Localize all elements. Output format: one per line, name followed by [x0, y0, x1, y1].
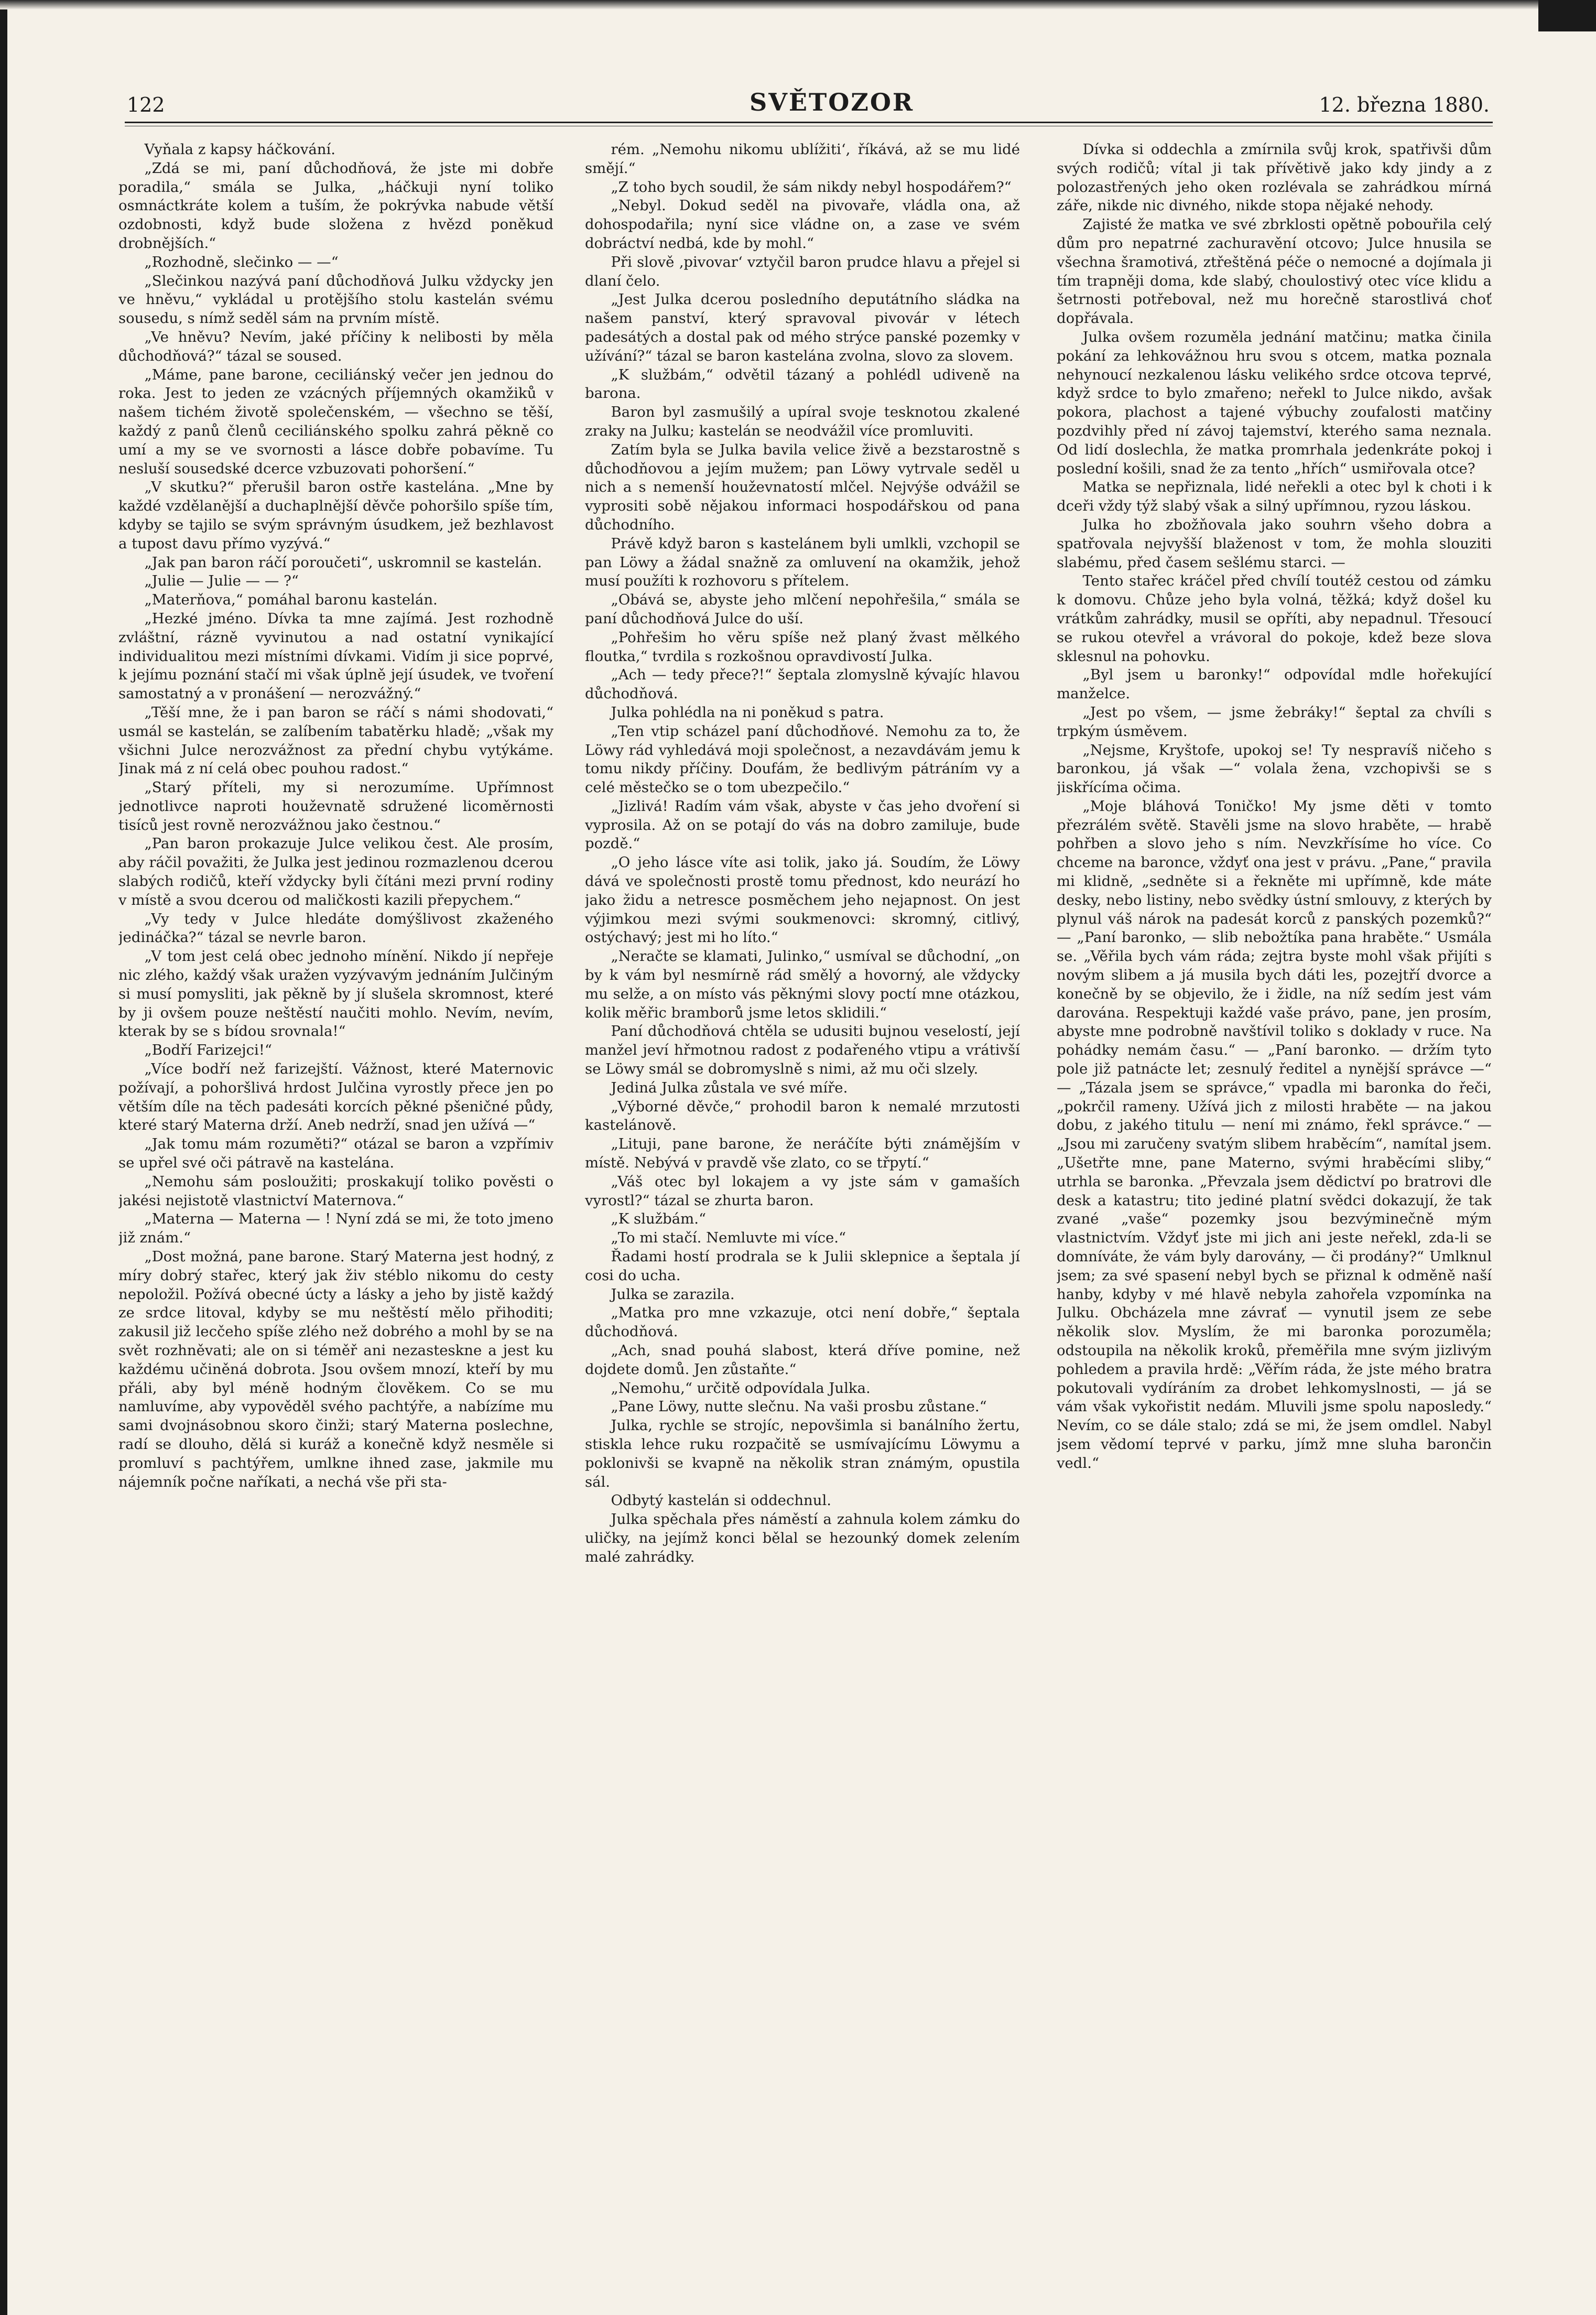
scan-corner: [1538, 0, 1596, 31]
paragraph: Matka se nepřiznala, lidé neřekli a otec byl k choti i k dceři vždy týž slabý však a silný upřímnou, ryzou láskou.: [1057, 479, 1492, 515]
paragraph: „Nemohu sám posloužiti; proskakují toliko pověsti o jakési nejistotě vlastnictví Maternova.“: [118, 1173, 553, 1209]
paragraph: „Byl jsem u baronky!“ odpovídal mdle hořekující manželce.: [1057, 666, 1492, 702]
paragraph: „Vy tedy v Julce hledáte domýšlivost zkaženého jedináčka?“ tázal se nevrle baron.: [118, 910, 553, 946]
paragraph: „Výborné děvče,“ prohodil baron k nemalé mrzutosti kastelánově.: [585, 1098, 1020, 1134]
paragraph: „Materna — Materna — ! Nyní zdá se mi, že toto jmeno již znám.“: [118, 1210, 553, 1247]
paragraph: Baron byl zasmušilý a upíral svoje tesknotou zkalené zraky na Julku; kastelán se neodvážil více promluviti.: [585, 404, 1020, 439]
paragraph: „Z toho bych soudil, že sám nikdy nebyl hospodářem?“: [611, 178, 1012, 196]
paragraph: „Lituji, pane barone, že neráčíte býti známějším v místě. Nebývá v pravdě vše zlato, co se třpytí.“: [585, 1135, 1020, 1172]
paragraph: „Váš otec byl lokajem a vy jste sám v gamaších vyrostl?“ tázal se zhurta baron.: [585, 1173, 1020, 1209]
paragraph: „Jak pan baron ráčí poroučeti“, uskromnil se kastelán.: [144, 554, 542, 571]
paragraph: „Nebyl. Dokud seděl na pivovaře, vládla ona, až dohospodařila; nyní sice vládne on, a zase ve svém dobráctví nedbá, kde by mohl.“: [585, 197, 1020, 252]
paragraph: Právě když baron s kastelánem byli umlkli, vzchopil se pan Löwy a žádal snažně za omluvení na okamžik, jehož musí použíti k rozhovoru s přítelem.: [585, 535, 1020, 590]
paragraph: „Moje bláhová Toničko! My jsme děti v tomto přezrálém světě. Stavěli jsme na slovo hraběte, — hrabě pohřben a slovo jeho s ním. Nevzkřísíme ho více. Co chceme na baronce, vždyť ona jest v právu. „Pane,“ pravila mi klidně, „sedněte si a řekněte mi upřímně, kde máte desky, nebo listiny, nebo svědky ústní smlouvy, z kterých by plynul váš nárok na padesát korců z panských pozemků?“ — „Paní baronko, — slib nebožtíka pana hraběte.“ Usmála se. „Věřila bych vám ráda; zejtra byste mohl však přijíti s novým slibem a já musila bych dáti les, pozejtří dvorce a konečně by se objevilo, že i židle, na níž sedím jest vám darována. Respektuji každé vaše právo, pane, jen prosím, abyste mne podrobně navštívil toliko s doklady v ruce. Na pohádky nemám času.“ — „Paní baronko. — držím tyto pole již patnácte let; zesnulý ředitel a nynější správce —“ — „Tázala jsem se správce,“ vpadla mi baronka do řeči, „pokrčil rameny. Užívá jich z milosti hraběte — na jakou dobu, z jakého titulu — není mi známo, řekl správce.“ — „Jsou mi zaručeny svatým slibem hraběcím“, namítal jsem. „Ušetřte mne, pane Materno, svými hraběcími sliby,“ utrhla se baronka. „Převzala jsem dědictví po bratrovi dle desk a katastru; tito jediné platní svědci dokazují, že tak zvané „vaše“ pozemky jsou bezvýminečně mým vlastnictvím. Vždyť jste mi jich ani jeste neřekl, zda-li se domníváte, že vám byly darovány, — či prodány?“ Umlknul jsem; za své spasení nebyl bych se přiznal k odměně naší hanby, kdyby v mé hlavě nebyla zahořela vzpomínka na Julku. Obcházela mne závrať — vynutil jsem ze sebe několik slov. Myslím, že mi baronka porozuměla; odstoupila na několik kroků, přeměřila mne svým jizlivým pohledem a pravila hrdě: „Věřím ráda, že jste mého bratra pokutovali vydíráním za drobet lehkomyslnosti, — já se vám však vykořistit nedám. Mluvili jsme spolu naposledy.“ Nevím, co se dále stalo; zdá se mi, že jsem omdlel. Nabyl jsem vědomí teprvé v parku, jímž mne sluha barončin vedl.“: [1057, 797, 1492, 1472]
paragraph: „K službám.“: [611, 1210, 707, 1228]
header-rule: [125, 122, 1493, 123]
paragraph: „Hezké jméno. Dívka ta mne zajímá. Jest rozhodně zvláštní, rázně vyvinutou a nad ostatní vynikající individualitou mezi místními dívkami. Vidím ji sice poprvé, k jejímu poznání stačí mi však úplně její úsudek, ve tvoření samostatný a v pronášení — nerozvážný.“: [118, 610, 553, 702]
paragraph: „Matka pro mne vzkazuje, otci není dobře,“ šeptala důchodňová.: [585, 1304, 1020, 1340]
paragraph: Jediná Julka zůstala ve své míře.: [611, 1079, 848, 1096]
paragraph: „Pan baron prokazuje Julce velikou čest. Ale prosím, aby ráčil považiti, že Julka jest jedinou rozmazlenou dcerou slabých rodičů, kteří vždycky byli čítáni mezi první rodiny v místě a svou dcerou od maličkosti kazili přepychem.“: [118, 835, 553, 908]
paragraph: „Jizlivá! Radím vám však, abyste v čas jeho dvoření si vyprosila. Až on se potají do vás na dobro zamiluje, bude pozdě.“: [585, 797, 1020, 852]
paragraph: „Více bodří než farizejští. Vážnost, které Maternovic požívají, a pohoršlivá hrdost Julčina vyrostly přece jen po větším díle na těch padesáti korcích pěkné pšeničné půdy, které starý Materna drží. Aneb nedrží, snad jen užívá —“: [118, 1061, 553, 1134]
paragraph: „Máme, pane barone, ceciliánský večer jen jednou do roka. Jest to jeden ze vzácných příjemných okamžiků v našem tichém životě společenském, — všechno se těší, každý z panů členů ceciliánského spolku zahrá pěkně co umí a my se ve svornosti a lásce dobře pobavíme. Tu nesluší sousedské dcerce vzbuzovati pohoršení.“: [118, 366, 553, 477]
paragraph: „Julie — Julie — — ?“: [144, 572, 299, 590]
paragraph: „Rozhodně, slečinko — —“: [144, 253, 339, 271]
paragraph: Julka ovšem rozuměla jednání matčinu; matka činila pokání za lehkovážnou hru svou s otcem, matka poznala nehynoucí nezkalenou lásku velikého srdce otcova teprvé, když srdce to bylo zmařeno; neřekl to Julce nikdo, avšak pokora, plachost a tajené výbuchy zoufalosti matčiny pozdvihly před ní závoj tajemství, kterého sama neznala. Od lidí doslechla, že matka promrhala jedenkráte pokoj i poslední košili, snad že za tento „hřích“ usmiřovala otce?: [1057, 328, 1492, 477]
paragraph: Zajisté že matka ve své zbrklosti opětně pobouřila celý dům pro nepatrné zachuravění otcovo; Julce hnusila se všechna šramotivá, ztřeštěná péče o nemocné a dojímala ji tím trapněji doma, kde slabý, choulostivý otec více klidu a šetrnosti potřeboval, než mu horečně starostlivá choť dopřávala.: [1057, 216, 1492, 327]
paragraph: „Ten vtip scházel paní důchodňové. Nemohu za to, že Löwy rád vyhledává moji společnost, a nezavdávám jemu k tomu nikdy příčiny. Doufám, že bedlivým pátráním vy a celé městečko se o tom ubezpečilo.“: [585, 722, 1020, 796]
paragraph: „V skutku?“ přerušil baron ostře kastelána. „Mne by každé vzdělanější a duchaplnější děvče pohoršilo spíše tím, kdyby se tajilo se svým správným úsudkem, jež bezhlavost a tupost davu přímo vyzývá.“: [118, 479, 553, 552]
paragraph: „O jeho lásce víte asi tolik, jako já. Soudím, že Löwy dává ve společnosti prostě tomu přednost, kdo neurází ho jako židu a netresce posměchem jeho nejapnost. On jest výjimkou mezi svými soukmenovci: skromný, citlivý, ostýchavý; jest mi ho líto.“: [585, 854, 1020, 946]
paragraph: „V tom jest celá obec jednoho mínění. Nikdo jí nepřeje nic zlého, každý však uražen vyzývavým jednáním Julčiným si musí pomysliti, jak pěkně by jí slušela skromnost, které by ji ovšem pouze neštěstí naučiti mohlo. Nevím, nevím, kterak by se s bídou srovnala!“: [118, 948, 553, 1040]
paragraph: Odbytý kastelán si oddechnul.: [611, 1492, 832, 1509]
paragraph: Řadami hostí prodrala se k Julii sklepnice a šeptala jí cosi do ucha.: [585, 1248, 1020, 1284]
paragraph: Vyňala z kapsy háčkování.: [144, 141, 336, 158]
journal-title: SVĚTOZOR: [750, 88, 915, 116]
paragraph: „Pohřešim ho věru spíše než planý žvast mělkého floutka,“ tvrdila s rozkošnou opravdivostí Julka.: [585, 629, 1020, 665]
paragraph: „K službám,“ odvětil tázaný a pohlédl udiveně na barona.: [585, 366, 1020, 402]
paragraph: Julka ho zbožňovala jako souhrn všeho dobra a spatřovala nejvyšší blaženost v tom, že mohla slouziti slabému, před časem sešlému starci. —: [1057, 516, 1492, 571]
paragraph: Julka se zarazila.: [611, 1285, 735, 1303]
paragraph: „Neračte se klamati, Julinko,“ usmíval se důchodní, „on by k vám byl nesmírně rád smělý a hovorný, ale vždycky mu selže, a on místo vás pěknými slovy poctí mne otázkou, kolik měřic bramborů jsme letos sklidili.“: [585, 948, 1020, 1021]
paragraph: rém. „Nemohu nikomu ublížiti‘, říkává, až se mu lidé smějí.“: [585, 141, 1020, 177]
paragraph: Julka, rychle se strojíc, nepovšimla si banálního žertu, stiskla lehce ruku rozpačitě se usmívajícímu Löwymu a poklonivši se kvapně na několik stran známým, opustila sál.: [585, 1417, 1020, 1490]
text-column-2: [585, 140, 1020, 2185]
paragraph: „Ach, snad pouhá slabost, která dříve pomine, než dojdete domů. Jen zůstaňte.“: [585, 1342, 1020, 1378]
paragraph: „Nejsme, Kryštofe, upokoj se! Ty nespravíš ničeho s baronkou, já však —“ volala žena, vzchopivši se s jiskřícíma očima.: [1057, 741, 1492, 796]
text-column-1: [118, 140, 553, 2185]
scan-edge: [0, 0, 7, 2315]
paragraph: „Ve hněvu? Nevím, jaké příčiny k nelibosti by měla důchodňová?“ tázal se soused.: [118, 328, 553, 364]
paragraph: „Obává se, abyste jeho mlčení nepohřešila,“ smála se paní důchodňová Julce do uší.: [585, 591, 1020, 627]
paragraph: Zatím byla se Julka bavila velice živě a bezstarostně s důchodňovou a jejím mužem; pan Löwy vytrvale seděl u nich a s nemenší houževnatostí mlčel. Nejvýše odvážil se vyprositi sobě nějakou informaci hospodářskou od pana důchodního.: [585, 441, 1020, 533]
paragraph: „Nemohu,“ určitě odpovídala Julka.: [611, 1379, 871, 1397]
paragraph: Při slově ‚pivovar‘ vztyčil baron prudce hlavu a přejel si dlaní čelo.: [585, 253, 1020, 289]
issue-date: 12. března 1880.: [1319, 93, 1490, 116]
paragraph: „Starý příteli, my si nerozumíme. Upřímnost jednotlivce naproti houževnatě sdružené licoměrnosti tisíců jest rovně nerozvážnou jako čestnou.“: [118, 779, 553, 834]
page-number: 122: [127, 93, 165, 116]
paragraph: „Jest Julka dcerou posledního deputátního sládka na našem panství, který spravoval pivovár v létech padesátých a dostal pak od mého strýce panské pozemky v užívání?“ tázal se baron kastelána zvolna, slovo za slovem.: [585, 291, 1020, 364]
paragraph: „Materňova,“ pomáhal baronu kastelán.: [144, 591, 438, 609]
paragraph: Julka pohlédla na ni poněkud s patra.: [611, 704, 884, 721]
paragraph: „Dost možná, pane barone. Starý Materna jest hodný, z míry dobrý stařec, který jak živ stéblo nikomu do cesty nepoložil. Požívá obecné úcty a lásky a jeho by jistě každý ze srdce litoval, kdyby se mu neštěstí mělo přihoditi; zakusil již lecčeho spíše zlého než dobrého a mohl by se na svět rozhněvati; ale on si téměř ani nezasteskne a jest ku každému učiněná dobrota. Jsou ovšem mnozí, kteří by mu přáli, aby byl méně hodným člověkem. Co se mu namluvíme, aby vypověděl svého pachtýře, a nabízíme mu sami dvojnásobnou skoro činži; starý Materna poslechne, radí se dlouho, dělá si kuráž a konečně když nesměle si promluví s pachtýřem, umlkne ihned zase, jakmile mu nájemník počne naříkati, a nechá vše při sta-: [118, 1248, 553, 1490]
paragraph: Paní důchodňová chtěla se udusiti bujnou veselostí, její manžel jeví hřmotnou radost z podařeného vtipu a vrátivší se Löwy smál se dobromyslně s nimi, až mu oči slzely.: [585, 1023, 1020, 1078]
paragraph: Tento stařec kráčel před chvílí toutéž cestou od zámku k domovu. Chůze jeho byla volná, těžká; když došel ku vrátkům zahrádky, musil se opříti, aby nepadnul. Třesoucí se rukou otevřel a vrávoral do pokoje, kdež beze slova sklesnul na pohovku.: [1057, 572, 1492, 665]
page-header: [127, 88, 1490, 125]
paragraph: Julka spěchala přes náměstí a zahnula kolem zámku do uličky, na jejímž konci bělal se hezounký domek zelením malé zahrádky.: [585, 1511, 1020, 1565]
paragraph: „Zdá se mi, paní důchodňová, že jste mi dobře poradila,“ smála se Julka, „háčkuji nyní toliko osmnáctkráte kolem a tuším, že pokrývka nabude větší ozdobnosti, když bude složena z hvězd poněkud drobnějších.“: [118, 159, 553, 252]
scan-top-shadow: [0, 0, 1596, 9]
paragraph: Dívka si oddechla a zmírnila svůj krok, spatřivši dům svých rodičů; vítal ji tak přívětivě jako kdy jindy a z polozastřených jeho oken rozlévala se zahrádkou mírná záře, nikde nic divného, nikde stopa nějaké nehody.: [1057, 141, 1492, 214]
paragraph: „To mi stačí. Nemluvte mi více.“: [611, 1229, 846, 1247]
paragraph: „Bodří Farizejci!“: [144, 1042, 272, 1059]
paragraph: „Jak tomu mám rozuměti?“ otázal se baron a vzpřímiv se upřel své oči pátravě na kastelána.: [118, 1135, 553, 1172]
paragraph: „Těší mne, že i pan baron se ráčí s námi shodovati,“ usmál se kastelán, se zalíbením tabatěrku hladě; „však my všichni Julce nerozvážnost za přední chybu vytýkáme. Jinak má z ní celá obec pouhou radost.“: [118, 704, 553, 777]
text-column-3: [1057, 140, 1492, 2185]
paragraph: „Jest po všem, — jsme žebráky!“ šeptal za chvíli s trpkým úsměvem.: [1057, 704, 1492, 740]
paragraph: „Slečinkou nazývá paní důchodňová Julku vždycky jen ve hněvu,“ vykládal u protějšího stolu kastelán svému sousedu, s nímž seděl sám na prvním místě.: [118, 272, 553, 327]
paragraph: „Pane Löwy, nutte slečnu. Na vaši prosbu zůstane.“: [611, 1398, 987, 1415]
paragraph: „Ach — tedy přece?!“ šeptala zlomyslně kývajíc hlavou důchodňová.: [585, 666, 1020, 702]
